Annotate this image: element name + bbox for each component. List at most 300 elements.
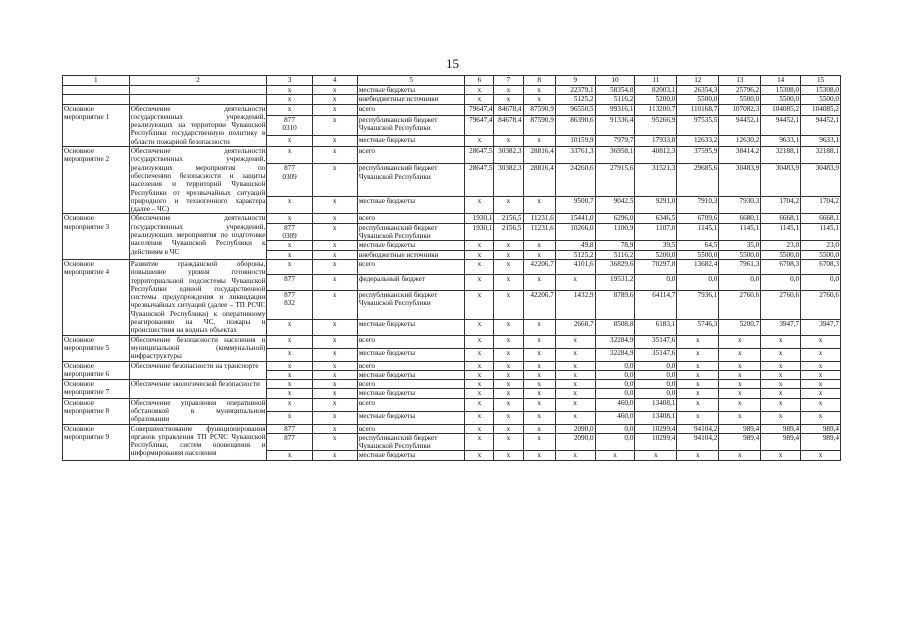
activity-name: Основное мероприятие 2 <box>63 147 130 214</box>
budget-code: x <box>312 241 357 250</box>
value-cell: x <box>677 451 719 460</box>
value-cell: 113200,7 <box>635 104 677 115</box>
funding-source: всего <box>357 214 465 223</box>
value-cell: 5746,3 <box>677 320 719 336</box>
value-cell: 2760,6 <box>761 290 801 319</box>
table-row <box>63 259 841 274</box>
value-cell: 5200,0 <box>635 95 677 104</box>
value-cell: 11231,6 <box>523 214 555 223</box>
funding-source: республиканский бюджет Чувашской Республики <box>357 290 465 319</box>
value-cell: 30483,9 <box>801 164 841 197</box>
budget-code: x <box>312 259 357 274</box>
table-row <box>63 95 841 104</box>
value-cell: 1145,1 <box>677 223 719 241</box>
value-cell: x <box>465 136 494 147</box>
value-cell: x <box>465 411 494 424</box>
value-cell: x <box>801 380 841 389</box>
value-cell: 2760,6 <box>801 290 841 319</box>
value-cell: 78,9 <box>595 241 635 250</box>
value-cell: 0,0 <box>635 361 677 370</box>
budget-table <box>62 75 841 461</box>
value-cell: 79647,4 <box>465 115 494 136</box>
activity-description <box>129 86 267 95</box>
value-cell: x <box>761 370 801 379</box>
column-header-6: 6 <box>465 76 494 86</box>
activity-name: Основное мероприятие 6 <box>63 361 130 380</box>
funding-source: местные бюджеты <box>357 370 465 379</box>
value-cell: x <box>761 451 801 460</box>
value-cell: x <box>801 451 841 460</box>
value-cell: 3947,7 <box>801 320 841 336</box>
value-cell: x <box>494 259 523 274</box>
value-cell: 0,0 <box>761 275 801 290</box>
value-cell: 32188,1 <box>801 147 841 164</box>
column-header-10: 10 <box>595 76 635 86</box>
value-cell: 0,0 <box>677 275 719 290</box>
value-cell: 1100,9 <box>595 223 635 241</box>
budget-code: x <box>312 290 357 319</box>
value-cell: x <box>523 380 555 389</box>
value-cell: x <box>523 335 555 348</box>
budget-code: x <box>312 348 357 361</box>
value-cell: 104085,2 <box>801 104 841 115</box>
value-cell: x <box>523 433 555 451</box>
value-cell: 3947,7 <box>761 320 801 336</box>
value-cell: 15308,0 <box>761 86 801 95</box>
value-cell: x <box>523 136 555 147</box>
value-cell: 42206,7 <box>523 259 555 274</box>
value-cell: x <box>555 275 595 290</box>
value-cell: x <box>523 361 555 370</box>
activity-description: Обеспечение деятельности государственных учреждений, реализующих на территории Чувашской Республики государственную политику в области пожарной безопасности <box>130 104 266 146</box>
value-cell: 32284,9 <box>595 335 635 348</box>
value-cell: x <box>523 370 555 379</box>
value-cell: 12630,2 <box>719 136 761 147</box>
value-cell: 2760,6 <box>719 290 761 319</box>
value-cell: 460,0 <box>595 411 635 424</box>
value-cell: 32284,9 <box>595 348 635 361</box>
funding-source: республиканский бюджет Чувашской Республики <box>357 433 465 451</box>
value-cell: x <box>555 451 595 460</box>
funding-source: местные бюджеты <box>357 320 465 336</box>
value-cell: 0,0 <box>595 370 635 379</box>
value-cell: 107082,3 <box>719 104 761 115</box>
value-cell: 9633,1 <box>801 136 841 147</box>
value-cell: x <box>761 348 801 361</box>
value-cell: 64114,7 <box>635 290 677 319</box>
value-cell: 1145,1 <box>801 223 841 241</box>
value-cell: 94104,2 <box>677 433 719 451</box>
value-cell: x <box>465 275 494 290</box>
value-cell: x <box>494 424 523 433</box>
value-cell: x <box>494 320 523 336</box>
value-cell: x <box>677 335 719 348</box>
value-cell: 5500,0 <box>719 95 761 104</box>
value-cell: 7930,3 <box>719 197 761 214</box>
value-cell: 13408,1 <box>635 411 677 424</box>
value-cell: 8789,6 <box>595 290 635 319</box>
value-cell: 28816,4 <box>523 164 555 197</box>
column-header-13: 13 <box>719 76 761 86</box>
value-cell: 96550,5 <box>555 104 595 115</box>
column-header-14: 14 <box>761 76 801 86</box>
value-cell: 0,0 <box>595 361 635 370</box>
activity-name <box>63 86 130 95</box>
value-cell: 8508,8 <box>595 320 635 336</box>
value-cell: 35,0 <box>719 241 761 250</box>
responsible-code: x <box>267 241 312 250</box>
value-cell: 1704,2 <box>801 197 841 214</box>
value-cell: x <box>677 370 719 379</box>
activity-name: Основное мероприятие 3 <box>63 214 130 259</box>
value-cell: x <box>677 361 719 370</box>
activity-description: Развитие гражданской обороны, повышение уровня готовности территориальной подсистемы Чувашской Республики единой государственной системы предупреждения и ликвидации чрезвычайных ситуаций (далее – ТП РСЧС Чувашской Республики) к оперативному реагированию на ЧС, пожары и происшествия на водных объектах <box>130 259 266 335</box>
value-cell: x <box>677 389 719 398</box>
activity-description: Обеспечение безопасности на транспорте <box>129 361 267 380</box>
value-cell: x <box>494 86 523 95</box>
activity-description: Совершенствование функционирования органов управления ТП РСЧС Чувашской Республики, систем оповещения и информирования населения <box>129 424 267 460</box>
value-cell: 989,4 <box>761 433 801 451</box>
value-cell: x <box>555 335 595 348</box>
value-cell: x <box>801 335 841 348</box>
value-cell: 30483,9 <box>761 164 801 197</box>
activity-name: Основное мероприятие 7 <box>63 380 130 399</box>
value-cell: 989,4 <box>719 424 761 433</box>
funding-source: внебюджетные источники <box>357 95 465 104</box>
value-cell: x <box>523 398 555 411</box>
table-row <box>63 147 841 164</box>
responsible-code: x <box>267 380 312 389</box>
budget-code: x <box>312 320 357 336</box>
budget-code: x <box>312 95 357 104</box>
value-cell: x <box>555 348 595 361</box>
value-cell: x <box>494 398 523 411</box>
value-cell: 36829,6 <box>595 259 635 274</box>
responsible-code: x <box>267 250 312 259</box>
funding-source: местные бюджеты <box>357 136 465 147</box>
budget-code: x <box>312 223 357 241</box>
table-row <box>63 104 841 115</box>
responsible-code: x <box>267 348 312 361</box>
funding-source: всего <box>357 335 465 348</box>
value-cell: 0,0 <box>635 275 677 290</box>
value-cell: x <box>494 250 523 259</box>
value-cell: x <box>465 86 494 95</box>
value-cell: x <box>801 411 841 424</box>
budget-code: x <box>312 86 357 95</box>
value-cell: x <box>465 433 494 451</box>
value-cell: 29685,6 <box>677 164 719 197</box>
value-cell: x <box>494 136 523 147</box>
value-cell: 31521,3 <box>635 164 677 197</box>
value-cell: x <box>523 250 555 259</box>
value-cell: x <box>761 411 801 424</box>
responsible-code: 877 <box>267 433 312 451</box>
value-cell: 1107,0 <box>635 223 677 241</box>
value-cell: 1145,1 <box>719 223 761 241</box>
value-cell: x <box>465 398 494 411</box>
activity-name: Основное мероприятие 4 <box>63 259 130 335</box>
responsible-code: 877 0310 <box>267 115 312 136</box>
budget-code: x <box>312 115 357 136</box>
value-cell: 12633,2 <box>677 136 719 147</box>
budget-code: x <box>312 164 357 197</box>
value-cell: 1432,9 <box>555 290 595 319</box>
responsible-code: x <box>267 411 312 424</box>
funding-source: местные бюджеты <box>357 197 465 214</box>
responsible-code: x <box>267 197 312 214</box>
value-cell: 39,5 <box>635 241 677 250</box>
value-cell: 87590,9 <box>523 104 555 115</box>
value-cell: 49,8 <box>555 241 595 250</box>
value-cell: 35147,6 <box>635 348 677 361</box>
value-cell: 6668,1 <box>761 214 801 223</box>
value-cell: x <box>719 370 761 379</box>
responsible-code: x <box>267 136 312 147</box>
value-cell: x <box>677 411 719 424</box>
value-cell: 10299,4 <box>635 433 677 451</box>
value-cell: 11231,6 <box>523 223 555 241</box>
column-header-11: 11 <box>635 76 677 86</box>
value-cell: 104085,2 <box>761 104 801 115</box>
value-cell: x <box>801 398 841 411</box>
value-cell: x <box>465 320 494 336</box>
funding-source: всего <box>357 259 465 274</box>
value-cell: 79647,4 <box>465 104 494 115</box>
value-cell: x <box>465 290 494 319</box>
budget-code: x <box>312 433 357 451</box>
table-row <box>63 380 841 389</box>
table-row <box>63 335 841 348</box>
table-row <box>63 214 841 223</box>
value-cell: 32188,1 <box>761 147 801 164</box>
funding-source: всего <box>357 398 465 411</box>
value-cell: x <box>494 275 523 290</box>
value-cell: 6346,5 <box>635 214 677 223</box>
value-cell: 0,0 <box>635 380 677 389</box>
value-cell: x <box>465 370 494 379</box>
value-cell: x <box>801 361 841 370</box>
value-cell: 30382,3 <box>494 147 523 164</box>
value-cell: 28816,4 <box>523 147 555 164</box>
value-cell: 6708,3 <box>761 259 801 274</box>
funding-source: всего <box>357 380 465 389</box>
value-cell: x <box>719 348 761 361</box>
value-cell: 70297,8 <box>635 259 677 274</box>
responsible-code: x <box>267 147 312 164</box>
value-cell: 0,0 <box>635 389 677 398</box>
value-cell: x <box>494 348 523 361</box>
value-cell: 36958,1 <box>595 147 635 164</box>
value-cell: 0,0 <box>595 380 635 389</box>
value-cell: 84678,4 <box>494 104 523 115</box>
value-cell: 5200,7 <box>719 320 761 336</box>
activity-description: Обеспечение экологической безопасности <box>129 380 267 399</box>
activity-description: Обеспечение деятельности государственных учреждений, реализующих мероприятия по подготовке населения Чувашской Республики к действиям в ЧС <box>129 214 267 259</box>
value-cell: x <box>465 389 494 398</box>
value-cell: 19531,2 <box>595 275 635 290</box>
column-header-3: 3 <box>267 76 312 86</box>
responsible-code: 877 <box>267 275 312 290</box>
responsible-code: x <box>267 104 312 115</box>
value-cell: 1145,1 <box>761 223 801 241</box>
column-header-8: 8 <box>523 76 555 86</box>
responsible-code: 877 832 <box>267 290 312 319</box>
value-cell: 30483,9 <box>719 164 761 197</box>
value-cell: 23,0 <box>761 241 801 250</box>
activity-name <box>63 95 130 104</box>
value-cell: 2156,5 <box>494 223 523 241</box>
value-cell: x <box>719 389 761 398</box>
value-cell: 91336,4 <box>595 115 635 136</box>
value-cell: 30382,3 <box>494 164 523 197</box>
value-cell: 5125,2 <box>555 95 595 104</box>
value-cell: x <box>465 197 494 214</box>
value-cell: 7961,3 <box>719 259 761 274</box>
value-cell: 58354,8 <box>595 86 635 95</box>
value-cell: 17933,8 <box>635 136 677 147</box>
value-cell: x <box>494 389 523 398</box>
column-header-15: 15 <box>801 76 841 86</box>
responsible-code: 877 <box>267 424 312 433</box>
value-cell: 64,5 <box>677 241 719 250</box>
value-cell: 97535,5 <box>677 115 719 136</box>
value-cell: 38414,2 <box>719 147 761 164</box>
value-cell: x <box>677 380 719 389</box>
value-cell: x <box>494 451 523 460</box>
value-cell: 35147,6 <box>635 335 677 348</box>
value-cell: 5116,2 <box>595 250 635 259</box>
value-cell: x <box>494 380 523 389</box>
value-cell: x <box>523 389 555 398</box>
value-cell: x <box>523 320 555 336</box>
value-cell: 460,0 <box>595 398 635 411</box>
value-cell: 22379,1 <box>555 86 595 95</box>
value-cell: 6709,6 <box>677 214 719 223</box>
value-cell: 5500,0 <box>677 250 719 259</box>
value-cell: x <box>719 451 761 460</box>
responsible-code: x <box>267 335 312 348</box>
value-cell: 24260,6 <box>555 164 595 197</box>
value-cell: 6296,0 <box>595 214 635 223</box>
value-cell: 33761,3 <box>555 147 595 164</box>
activity-name: Основное мероприятие 9 <box>63 424 130 460</box>
value-cell: 9500,7 <box>555 197 595 214</box>
column-header-9: 9 <box>555 76 595 86</box>
responsible-code: 877 0309 <box>267 164 312 197</box>
funding-source: местные бюджеты <box>357 348 465 361</box>
value-cell: 0,0 <box>595 433 635 451</box>
value-cell: x <box>523 95 555 104</box>
value-cell: 15441,0 <box>555 214 595 223</box>
value-cell: 5500,0 <box>719 250 761 259</box>
responsible-code: x <box>267 361 312 370</box>
value-cell: x <box>523 241 555 250</box>
value-cell: 5116,2 <box>595 95 635 104</box>
responsible-code: x <box>267 320 312 336</box>
value-cell: x <box>801 370 841 379</box>
value-cell: 82003,1 <box>635 86 677 95</box>
value-cell: 989,4 <box>719 433 761 451</box>
value-cell: 87590,9 <box>523 115 555 136</box>
header-row <box>63 76 841 86</box>
budget-code: x <box>312 104 357 115</box>
budget-code: x <box>312 361 357 370</box>
funding-source: федеральный бюджет <box>357 275 465 290</box>
value-cell: 0,0 <box>719 275 761 290</box>
column-header-1: 1 <box>63 76 130 86</box>
responsible-code: 877 0309 <box>267 223 312 241</box>
table-row <box>63 424 841 433</box>
value-cell: x <box>761 398 801 411</box>
table-row <box>63 361 841 370</box>
activity-name: Основное мероприятие 8 <box>63 398 130 424</box>
activity-description: Обеспечение деятельности государственных учреждений, реализующих мероприятия по обеспечению безопасности и защиты населения и территорий Чувашской Республики от чрезвычайных ситуаций природного и техногенного характера (далее – ЧС) <box>130 147 266 214</box>
value-cell: 5500,0 <box>801 95 841 104</box>
value-cell: x <box>494 290 523 319</box>
value-cell: 6668,1 <box>801 214 841 223</box>
funding-source: местные бюджеты <box>357 241 465 250</box>
value-cell: x <box>523 451 555 460</box>
value-cell: 9042,5 <box>595 197 635 214</box>
value-cell: 6183,1 <box>635 320 677 336</box>
value-cell: 13682,4 <box>677 259 719 274</box>
value-cell: x <box>555 380 595 389</box>
activity-name: Основное мероприятие 5 <box>63 335 130 361</box>
value-cell: x <box>494 370 523 379</box>
value-cell: 7936,1 <box>677 290 719 319</box>
value-cell: x <box>465 348 494 361</box>
value-cell: x <box>555 411 595 424</box>
value-cell: 26354,3 <box>677 86 719 95</box>
budget-code: x <box>312 214 357 223</box>
value-cell: 5500,0 <box>801 250 841 259</box>
value-cell: 7979,7 <box>595 136 635 147</box>
value-cell: 94452,1 <box>761 115 801 136</box>
activity-name: Основное мероприятие 1 <box>63 104 130 146</box>
value-cell: 5200,0 <box>635 250 677 259</box>
value-cell: 989,4 <box>801 424 841 433</box>
value-cell: 10159,9 <box>555 136 595 147</box>
value-cell: x <box>465 361 494 370</box>
responsible-code: x <box>267 451 312 460</box>
value-cell: 2156,5 <box>494 214 523 223</box>
budget-code: x <box>312 250 357 259</box>
value-cell: 13408,1 <box>635 398 677 411</box>
funding-source: всего <box>357 104 465 115</box>
value-cell: x <box>677 398 719 411</box>
column-header-4: 4 <box>312 76 357 86</box>
activity-description <box>129 95 267 104</box>
value-cell: 25796,2 <box>719 86 761 95</box>
value-cell: x <box>494 197 523 214</box>
funding-source: местные бюджеты <box>357 86 465 95</box>
value-cell: x <box>494 335 523 348</box>
column-header-7: 7 <box>494 76 523 86</box>
value-cell: 2090,0 <box>555 424 595 433</box>
value-cell: 99316,1 <box>595 104 635 115</box>
value-cell: 0,0 <box>635 370 677 379</box>
value-cell: x <box>761 380 801 389</box>
value-cell: 94104,2 <box>677 424 719 433</box>
value-cell: x <box>523 348 555 361</box>
value-cell: 6680,1 <box>719 214 761 223</box>
value-cell: 42206,7 <box>523 290 555 319</box>
funding-source: республиканский бюджет Чувашской Республики <box>357 164 465 197</box>
funding-source: местные бюджеты <box>357 451 465 460</box>
value-cell: 10299,4 <box>635 424 677 433</box>
responsible-code: x <box>267 398 312 411</box>
